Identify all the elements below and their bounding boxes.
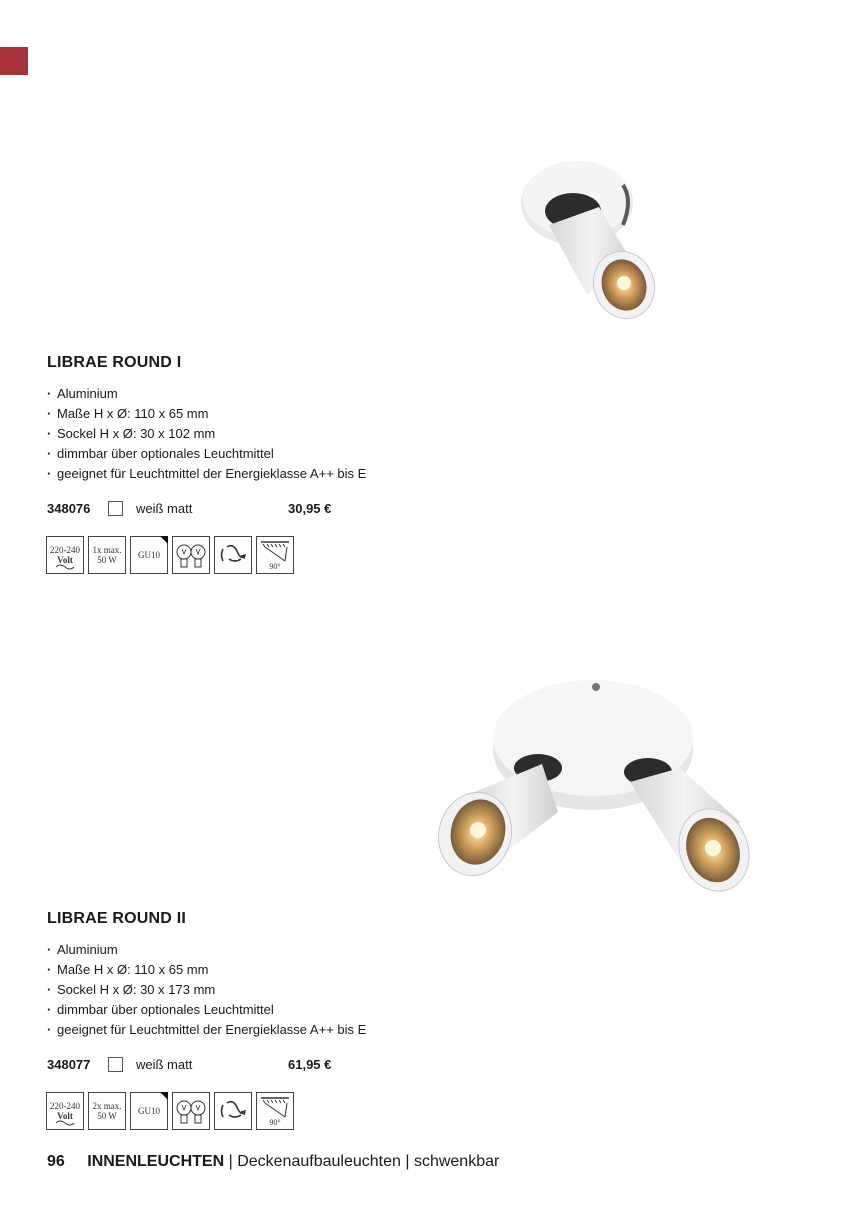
voltage-range: 220-240 <box>50 1101 80 1111</box>
product-title: LIBRAE ROUND II <box>47 910 186 927</box>
dimmable-bulb-icon <box>172 1092 210 1130</box>
socket-type: GU10 <box>138 1106 160 1116</box>
rotate-icon <box>214 1092 252 1130</box>
feature-list <box>47 940 366 1040</box>
rotate-icon <box>214 536 252 574</box>
article-number: 348076 <box>47 501 91 516</box>
beam-angle: 90° <box>269 562 281 571</box>
footer-separator: | <box>405 1153 410 1170</box>
feature-item: · geeignet für Leuchtmittel der Energieklasse A++ bis E <box>47 464 366 484</box>
feature-item: · Maße H x Ø: 110 x 65 mm <box>47 404 366 424</box>
feature-item: · Sockel H x Ø: 30 x 173 mm <box>47 980 366 1000</box>
feature-list <box>47 384 366 484</box>
voltage-icon <box>46 1092 84 1130</box>
footer-section: INNENLEUCHTEN <box>87 1153 225 1170</box>
voltage-unit: Volt <box>57 1111 73 1121</box>
feature-item: · geeignet für Leuchtmittel der Energieklasse A++ bis E <box>47 1020 366 1040</box>
lamp-wattage-icon <box>88 536 126 574</box>
color-variant: weiß matt <box>136 501 193 516</box>
feature-item: · Maße H x Ø: 110 x 65 mm <box>47 960 366 980</box>
lamp-watt: 50 W <box>97 555 117 565</box>
page-footer <box>47 1153 499 1171</box>
article-number: 348077 <box>47 1057 91 1072</box>
price: 61,95 € <box>288 1057 332 1072</box>
socket-type: GU10 <box>138 550 160 560</box>
voltage-range: 220-240 <box>50 545 80 555</box>
lamp-watt: 50 W <box>97 1111 117 1121</box>
beam-angle-icon <box>256 536 294 574</box>
feature-item: · dimmbar über optionales Leuchtmittel <box>47 444 366 464</box>
feature-item: · dimmbar über optionales Leuchtmittel <box>47 1000 366 1020</box>
page-number: 96 <box>47 1153 65 1170</box>
beam-angle: 90° <box>269 1118 281 1127</box>
product-image-librae-round-2 <box>430 672 760 897</box>
feature-item: · Aluminium <box>47 940 366 960</box>
lamp-wattage-icon <box>88 1092 126 1130</box>
voltage-icon <box>46 536 84 574</box>
page-corner-mark <box>0 47 28 75</box>
order-checkbox[interactable] <box>108 1057 123 1072</box>
voltage-unit: Volt <box>57 555 73 565</box>
order-checkbox[interactable] <box>108 501 123 516</box>
product-title: LIBRAE ROUND I <box>47 354 182 371</box>
socket-icon <box>130 536 168 574</box>
feature-item: · Aluminium <box>47 384 366 404</box>
product-image-librae-round-1 <box>515 155 665 325</box>
footer-category: Deckenaufbauleuchten <box>237 1153 401 1170</box>
lamp-count: 1x max. <box>92 545 122 555</box>
socket-icon <box>130 1092 168 1130</box>
feature-item: · Sockel H x Ø: 30 x 102 mm <box>47 424 366 444</box>
footer-subcategory: schwenkbar <box>413 1153 500 1170</box>
footer-separator: | <box>228 1153 233 1170</box>
color-variant: weiß matt <box>136 1057 193 1072</box>
beam-angle-icon <box>256 1092 294 1130</box>
dimmable-bulb-icon <box>172 536 210 574</box>
lamp-count: 2x max. <box>92 1101 122 1111</box>
price: 30,95 € <box>288 501 332 516</box>
